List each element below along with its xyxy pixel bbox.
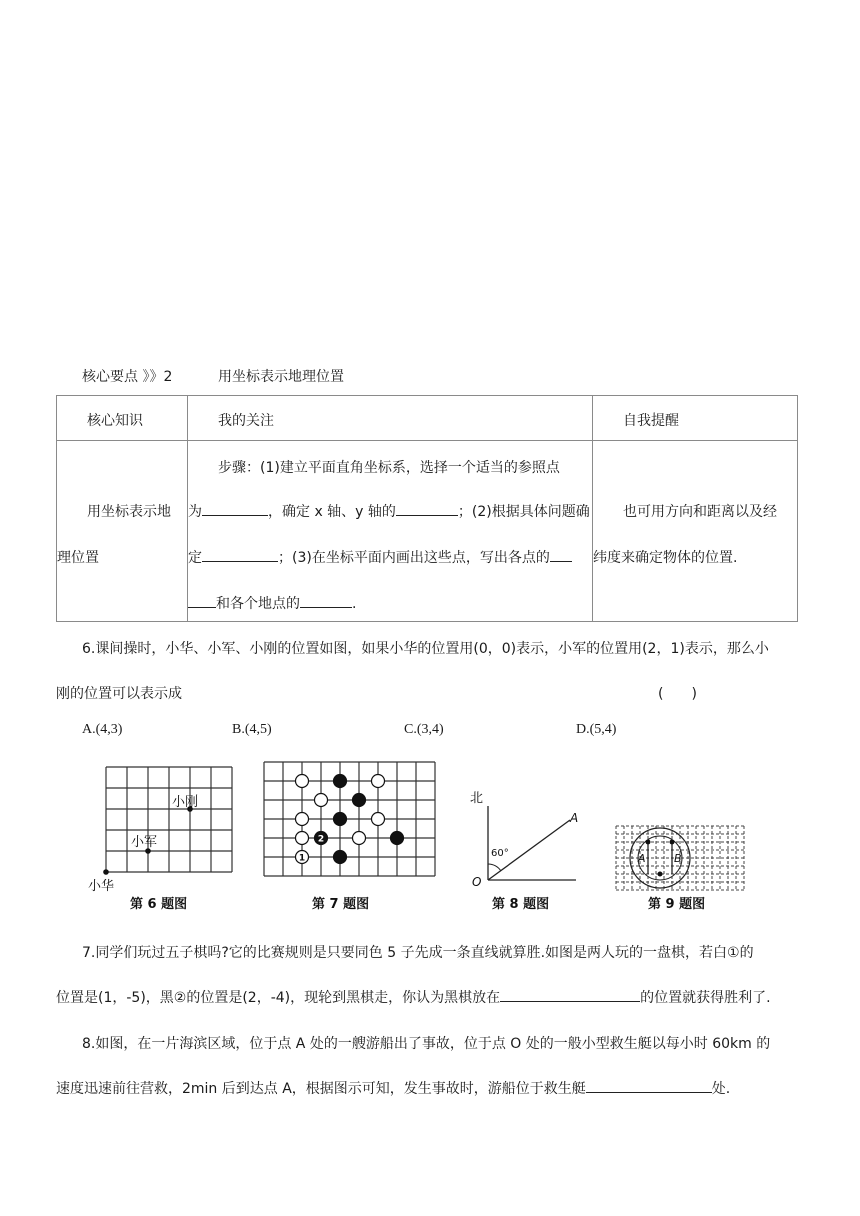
q8-line2: 速度迅速前往营救，2min 后到达点 A，根据图示可知，发生事故时，游船位于救生艇 处. [56, 1078, 730, 1098]
q6-line1: 6.课间操时，小华、小军、小刚的位置如图，如果小华的位置用(0，0)表示，小军的位置用(2，1)表示，那么小 [82, 641, 769, 657]
q6-option-c: C.(3,4) [404, 722, 444, 737]
q6-option-d: D.(5,4) [576, 722, 617, 737]
q6-line2: 刚的位置可以表示成 [56, 686, 182, 702]
stone-mark: 1 [298, 853, 306, 864]
point-xiaohua [103, 869, 109, 875]
table-cell-focus: 步骤：(1)建立平面直角坐标系，选择一个适当的参照点 为 ，确定 x 轴、y 轴的 ；(2)根据具体问题确 定 ；(3)在坐标平面内画出这些点，写出各点的 和各个地点的 . [188, 441, 593, 622]
white-stone [296, 813, 309, 826]
caption-fig8: 第 8 题图 [492, 897, 550, 912]
black-stone [353, 794, 366, 807]
table-header-focus: 我的关注 [188, 396, 593, 441]
white-stone [372, 775, 385, 788]
figure-9 [612, 822, 752, 916]
label-a: A [638, 852, 646, 865]
figure-6 [86, 764, 238, 916]
white-stone [353, 832, 366, 845]
section-label: 核心要点 》》2 [82, 369, 173, 385]
knowledge-table [56, 395, 798, 622]
white-stone [372, 813, 385, 826]
figure-7 [262, 760, 438, 916]
label-xiaojun: 小军 [131, 835, 158, 850]
white-stone [315, 794, 328, 807]
label-xiaohua: 小华 [88, 879, 115, 894]
label-b: B [674, 852, 682, 865]
table-header-remind: 自我提醒 [593, 396, 798, 441]
caption-fig9: 第 9 题图 [648, 897, 706, 912]
black-stone [334, 775, 347, 788]
label-angle: 60° [491, 848, 509, 859]
caption-fig6: 第 6 题图 [130, 897, 188, 912]
label-o: O [472, 875, 482, 889]
black-stone [391, 832, 404, 845]
black-stone [334, 813, 347, 826]
label-xiaogang: 小刚 [172, 795, 199, 810]
figure-8 [462, 788, 592, 916]
label-north: 北 [470, 791, 484, 806]
q6-answer-paren: ( ) [658, 686, 697, 702]
q8-line1: 8.如图，在一片海滨区域，位于点 A 处的一艘游船出了事故，位于点 O 处的一般小型救生艇以每小时 60km 的 [82, 1036, 771, 1052]
label-a: A [570, 811, 579, 825]
q7-line1: 7.同学们玩过五子棋吗?它的比赛规则是只要同色 5 子先成一条直线就算胜.如图是两人玩的一盘棋，若白①的 [82, 945, 754, 961]
white-stone [296, 832, 309, 845]
table-cell-remind: 也可用方向和距离以及经 纬度来确定物体的位置. [593, 441, 798, 622]
table-header-knowledge: 核心知识 [57, 396, 188, 441]
q7-line2: 位置是(1，-5)，黑②的位置是(2，-4)，现轮到黑棋走，你认为黑棋放在 的位置就获得胜利了. [56, 987, 771, 1007]
q6-option-a: A.(4,3) [82, 722, 123, 737]
white-stone [296, 775, 309, 788]
stone-mark: 2 [317, 834, 325, 845]
black-stone [334, 851, 347, 864]
table-cell-knowledge: 用坐标表示地 理位置 [57, 441, 188, 622]
q6-option-b: B.(4,5) [232, 722, 272, 737]
caption-fig7: 第 7 题图 [312, 897, 370, 912]
section-title: 用坐标表示地理位置 [218, 369, 344, 385]
